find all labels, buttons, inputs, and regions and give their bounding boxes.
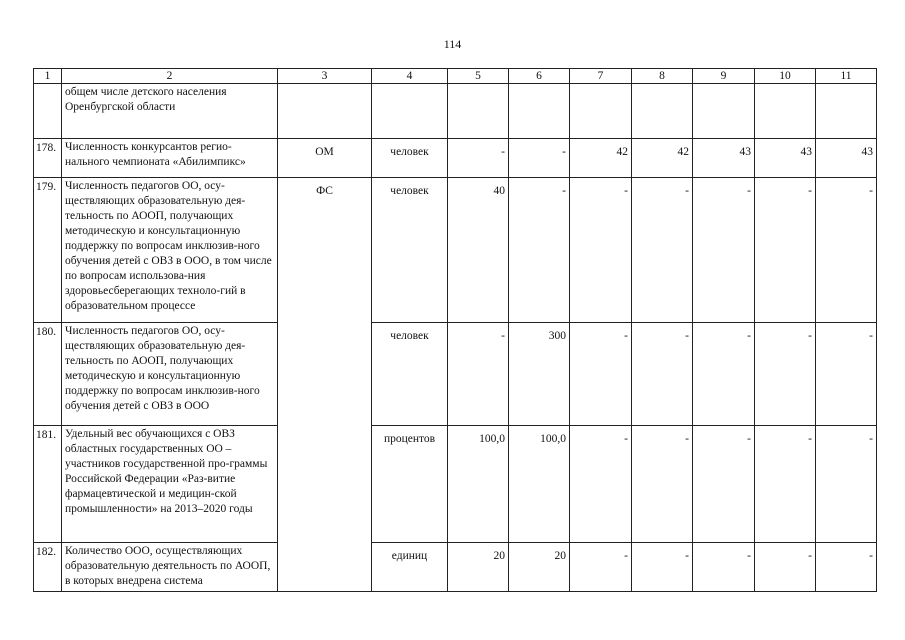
value-cell xyxy=(693,178,755,323)
header-cell: 8 xyxy=(632,69,693,84)
value-label: - xyxy=(808,433,812,445)
unit-cell xyxy=(372,178,448,323)
value-label: - xyxy=(501,146,505,158)
indicator-name: Численность педагогов ОО, осу-ществляющих образовательную дея-тельность по АООП, получающих методическую и консультационную поддержку по вопросам инклюзив-ного обучения детей с ОВЗ в ООО, в том числе по вопросам использова-ния здоровьесберегающих техноло-гий в образовательном процессе xyxy=(62,178,278,323)
value-cell xyxy=(448,323,509,426)
value-label: 100,0 xyxy=(479,433,505,445)
unit-cell xyxy=(372,139,448,178)
value-cell xyxy=(755,543,816,592)
value-cell xyxy=(509,543,570,592)
header-cell: 10 xyxy=(755,69,816,84)
source-cell xyxy=(278,426,372,543)
value-label: - xyxy=(624,550,628,562)
value-cell xyxy=(632,426,693,543)
value-cell xyxy=(816,426,877,543)
value-cell xyxy=(693,323,755,426)
value-cell xyxy=(755,323,816,426)
value-cell xyxy=(448,543,509,592)
indicator-name: Количество ООО, осуществляющих образовательную деятельность по АООП, в которых внедрена система xyxy=(62,543,278,592)
value-label: 20 xyxy=(554,550,566,562)
header-cell: 3 xyxy=(278,69,372,84)
table-row xyxy=(34,139,877,178)
table-row xyxy=(34,84,877,139)
value-label: - xyxy=(685,330,689,342)
unit-label: человек xyxy=(390,185,429,197)
value-cell xyxy=(693,543,755,592)
value-cell xyxy=(693,84,755,139)
value-cell xyxy=(509,139,570,178)
value-cell xyxy=(755,426,816,543)
value-label: - xyxy=(869,185,873,197)
value-label: - xyxy=(562,185,566,197)
source-cell xyxy=(278,178,372,323)
value-cell xyxy=(570,323,632,426)
value-label: - xyxy=(685,433,689,445)
value-cell xyxy=(632,178,693,323)
value-label: - xyxy=(501,330,505,342)
table-row xyxy=(34,543,877,592)
source-label: ОМ xyxy=(315,146,334,158)
value-cell xyxy=(448,84,509,139)
value-cell xyxy=(816,84,877,139)
value-label: 20 xyxy=(493,550,505,562)
table-row xyxy=(34,178,877,323)
value-label: 42 xyxy=(677,146,689,158)
unit-label: человек xyxy=(390,146,429,158)
header-cell: 4 xyxy=(372,69,448,84)
header-row xyxy=(34,69,877,84)
value-label: - xyxy=(869,433,873,445)
value-cell xyxy=(816,543,877,592)
value-cell xyxy=(816,323,877,426)
value-label: - xyxy=(624,330,628,342)
value-label: - xyxy=(808,330,812,342)
value-cell xyxy=(755,84,816,139)
value-cell xyxy=(570,139,632,178)
value-label: 100,0 xyxy=(540,433,566,445)
value-label: - xyxy=(685,550,689,562)
value-label: - xyxy=(808,550,812,562)
value-cell xyxy=(632,139,693,178)
row-number: 179. xyxy=(34,178,62,323)
value-label: - xyxy=(624,185,628,197)
header-cell: 9 xyxy=(693,69,755,84)
value-cell xyxy=(570,178,632,323)
value-cell xyxy=(448,426,509,543)
value-cell xyxy=(632,84,693,139)
value-cell xyxy=(755,139,816,178)
value-label: 300 xyxy=(548,330,566,342)
header-cell: 7 xyxy=(570,69,632,84)
source-cell xyxy=(278,139,372,178)
value-cell xyxy=(509,178,570,323)
table-row xyxy=(34,426,877,543)
indicator-name: общем числе детского населения Оренбургской области xyxy=(62,84,278,139)
unit-label: человек xyxy=(390,330,429,342)
source-cell xyxy=(278,543,372,592)
value-cell xyxy=(509,426,570,543)
header-cell: 11 xyxy=(816,69,877,84)
row-number xyxy=(34,84,62,139)
value-label: 40 xyxy=(493,185,505,197)
table-row xyxy=(34,323,877,426)
row-number: 180. xyxy=(34,323,62,426)
unit-cell xyxy=(372,426,448,543)
value-label: - xyxy=(685,185,689,197)
value-cell xyxy=(693,426,755,543)
page-number: 114 xyxy=(443,37,462,51)
header-cell: 5 xyxy=(448,69,509,84)
value-cell xyxy=(816,178,877,323)
value-cell xyxy=(509,323,570,426)
value-label: - xyxy=(869,330,873,342)
value-label: - xyxy=(747,550,751,562)
value-label: - xyxy=(747,185,751,197)
value-cell xyxy=(570,426,632,543)
unit-label: единиц xyxy=(391,550,428,562)
value-cell xyxy=(448,178,509,323)
unit-label: процентов xyxy=(383,433,436,445)
unit-cell xyxy=(372,323,448,426)
header-cell: 6 xyxy=(509,69,570,84)
value-cell xyxy=(755,178,816,323)
value-label: 43 xyxy=(800,146,812,158)
value-label: - xyxy=(624,433,628,445)
value-label: 43 xyxy=(861,146,873,158)
value-cell xyxy=(448,139,509,178)
value-label: 43 xyxy=(739,146,751,158)
value-cell xyxy=(570,543,632,592)
value-label: - xyxy=(869,550,873,562)
header-cell: 2 xyxy=(62,69,278,84)
value-label: - xyxy=(747,330,751,342)
value-cell xyxy=(632,323,693,426)
row-number: 178. xyxy=(34,139,62,178)
value-label: - xyxy=(562,146,566,158)
value-label: - xyxy=(808,185,812,197)
source-cell xyxy=(278,84,372,139)
indicator-name: Численность педагогов ОО, осу-ществляющих образовательную дея-тельность по АООП, получающих методическую и консультационную поддержку по вопросам инклюзив-ного обучения детей с ОВЗ в ООО xyxy=(62,323,278,426)
value-cell xyxy=(509,84,570,139)
indicator-name: Удельный вес обучающихся с ОВЗ областных государственных ОО – участников государственной про-граммы Российской Федерации «Раз-витие фармацевтической и медицин-ской промышленности» на 2013–2020 годы xyxy=(62,426,278,543)
value-label: 42 xyxy=(616,146,628,158)
unit-cell xyxy=(372,84,448,139)
value-cell xyxy=(816,139,877,178)
value-cell xyxy=(632,543,693,592)
source-cell xyxy=(278,323,372,426)
indicator-table xyxy=(33,68,877,592)
value-label: - xyxy=(747,433,751,445)
source-label: ФС xyxy=(316,185,333,197)
indicator-name: Численность конкурсантов регио-нального чемпионата «Абилимпикс» xyxy=(62,139,278,178)
row-number: 181. xyxy=(34,426,62,543)
row-number: 182. xyxy=(34,543,62,592)
value-cell xyxy=(570,84,632,139)
unit-cell xyxy=(372,543,448,592)
value-cell xyxy=(693,139,755,178)
header-cell: 1 xyxy=(34,69,62,84)
